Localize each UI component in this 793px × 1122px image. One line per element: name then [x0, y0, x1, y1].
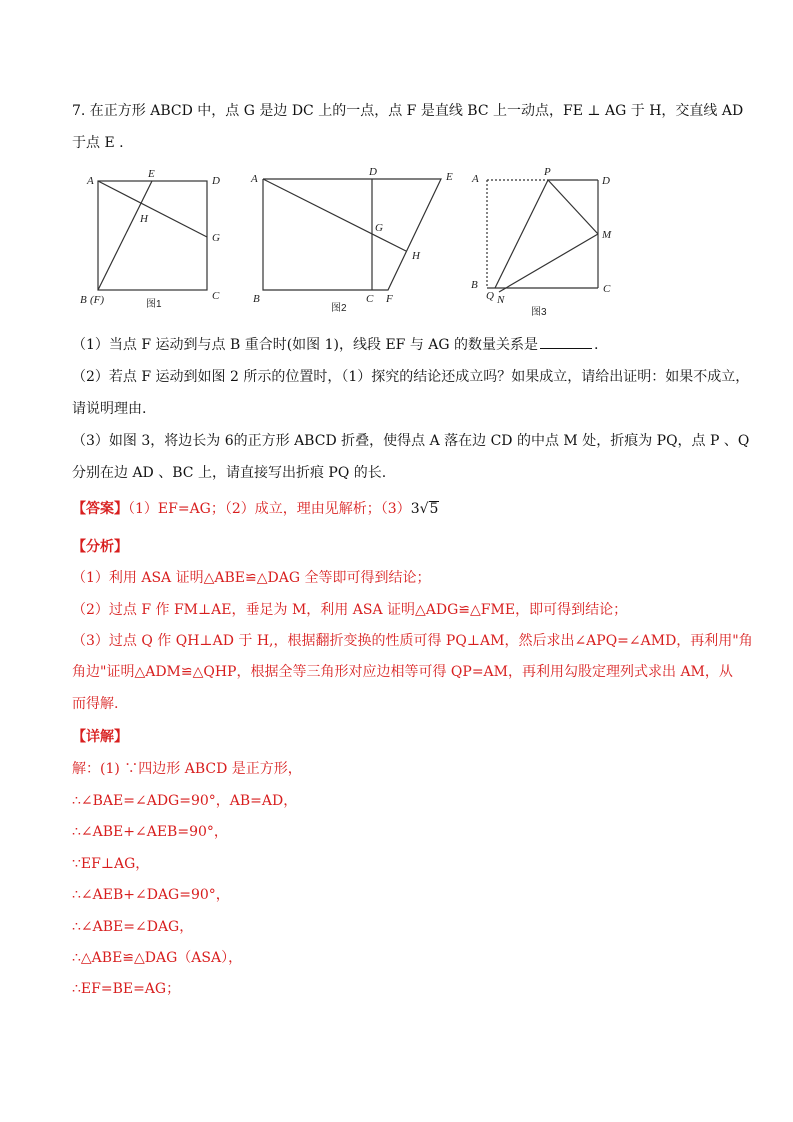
svg-text:A: A: [251, 173, 258, 185]
svg-text:C: C: [603, 283, 611, 295]
detail-step-5: ∴∠AEB+∠DAG=90°，: [72, 887, 230, 903]
answer-blank: [540, 334, 592, 349]
question-2-line-1: （2）若点 F 运动到如图 2 所示的位置时，（1）探究的结论还成立吗？如果成立，请给出证明：如果不成立，: [72, 369, 750, 385]
figure-3-caption: 图3: [531, 307, 547, 318]
analysis-line-2: （2）过点 F 作 FM⊥AE，垂足为 M，利用 ASA 证明△ADG≌△FME，即可得到结论；: [72, 602, 628, 618]
detail-step-3: ∴∠ABE+∠AEB=90°，: [72, 824, 228, 840]
svg-text:G: G: [375, 222, 383, 234]
svg-text:M: M: [602, 229, 612, 241]
answer-line: 【答案】（1）EF=AG；（2）成立，理由见解析；（3）3√5: [72, 501, 439, 517]
figure-row: [0, 160, 793, 325]
answer-math: 3√5: [410, 501, 439, 517]
svg-text:Q: Q: [486, 290, 494, 302]
question-3-line-1: （3）如图 3，将边长为 6的正方形 ABCD 折叠，使得点 A 落在边 CD 的中点 M 处，折痕为 PQ，点 P 、Q: [72, 433, 750, 449]
figure-1: [98, 181, 207, 290]
question-2-line-2: 请说明理由.: [72, 401, 147, 417]
answer-tag: 【答案】: [72, 501, 128, 517]
svg-text:A: A: [87, 175, 94, 187]
svg-text:H: H: [412, 250, 420, 262]
svg-text:B: B: [80, 294, 87, 306]
figure-3: [487, 180, 598, 292]
detail-step-7: ∴△ABE≌△DAG（ASA），: [72, 950, 243, 966]
svg-text:N: N: [497, 294, 505, 306]
svg-text:B: B: [471, 279, 478, 291]
figure-2-caption: 图2: [331, 303, 347, 314]
analysis-tag: 【分析】: [72, 539, 128, 555]
svg-text:(F): (F): [90, 294, 105, 306]
svg-text:P: P: [544, 166, 551, 178]
analysis-line-5: 而得解.: [72, 696, 119, 712]
svg-text:C: C: [212, 290, 220, 302]
svg-text:C: C: [366, 293, 374, 305]
question-3-line-2: 分别在边 AD 、BC 上，请直接写出折痕 PQ 的长.: [72, 465, 387, 481]
figure-2: [263, 179, 441, 290]
svg-text:E: E: [148, 168, 155, 180]
svg-text:B: B: [253, 293, 260, 305]
problem-line-1: 7. 在正方形 ABCD 中，点 G 是边 DC 上的一点，点 F 是直线 BC 上一动点，FE ⊥ AG 于 H，交直线 AD: [72, 103, 744, 119]
analysis-line-4: 角边"证明△ADM≌△QHP，根据全等三角形对应边相等可得 QP=AM，再利用勾股定理列式求出 AM，从: [72, 664, 733, 680]
problem-line-2: 于点 E .: [72, 135, 124, 151]
svg-text:F: F: [386, 293, 393, 305]
analysis-line-1: （1）利用 ASA 证明△ABE≌△DAG 全等即可得到结论；: [72, 570, 431, 586]
detail-tag: 【详解】: [72, 729, 128, 745]
svg-text:E: E: [446, 171, 453, 183]
svg-text:A: A: [472, 173, 479, 185]
detail-step-2: ∴∠BAE=∠ADG=90°，AB=AD，: [72, 793, 298, 809]
detail-step-6: ∴∠ABE=∠DAG，: [72, 919, 194, 935]
svg-text:H: H: [140, 213, 148, 225]
detail-step-8: ∴EF=BE=AG；: [72, 981, 181, 997]
figure-1-caption: 图1: [146, 299, 162, 310]
question-1: （1）当点 F 运动到与点 B 重合时(如图 1)，线段 EF 与 AG 的数量关系是 .: [72, 334, 598, 355]
svg-text:G: G: [212, 232, 220, 244]
svg-text:D: D: [602, 175, 610, 187]
svg-text:D: D: [212, 175, 220, 187]
detail-step-1: 解：(1) ∵四边形 ABCD 是正方形，: [72, 761, 302, 777]
svg-text:D: D: [369, 166, 377, 178]
detail-step-4: ∵EF⊥AG，: [72, 856, 150, 872]
analysis-line-3: （3）过点 Q 作 QH⊥AD 于 H,，根据翻折变换的性质可得 PQ⊥AM，然后求出∠APQ=∠AMD，再利用"角: [72, 633, 753, 649]
